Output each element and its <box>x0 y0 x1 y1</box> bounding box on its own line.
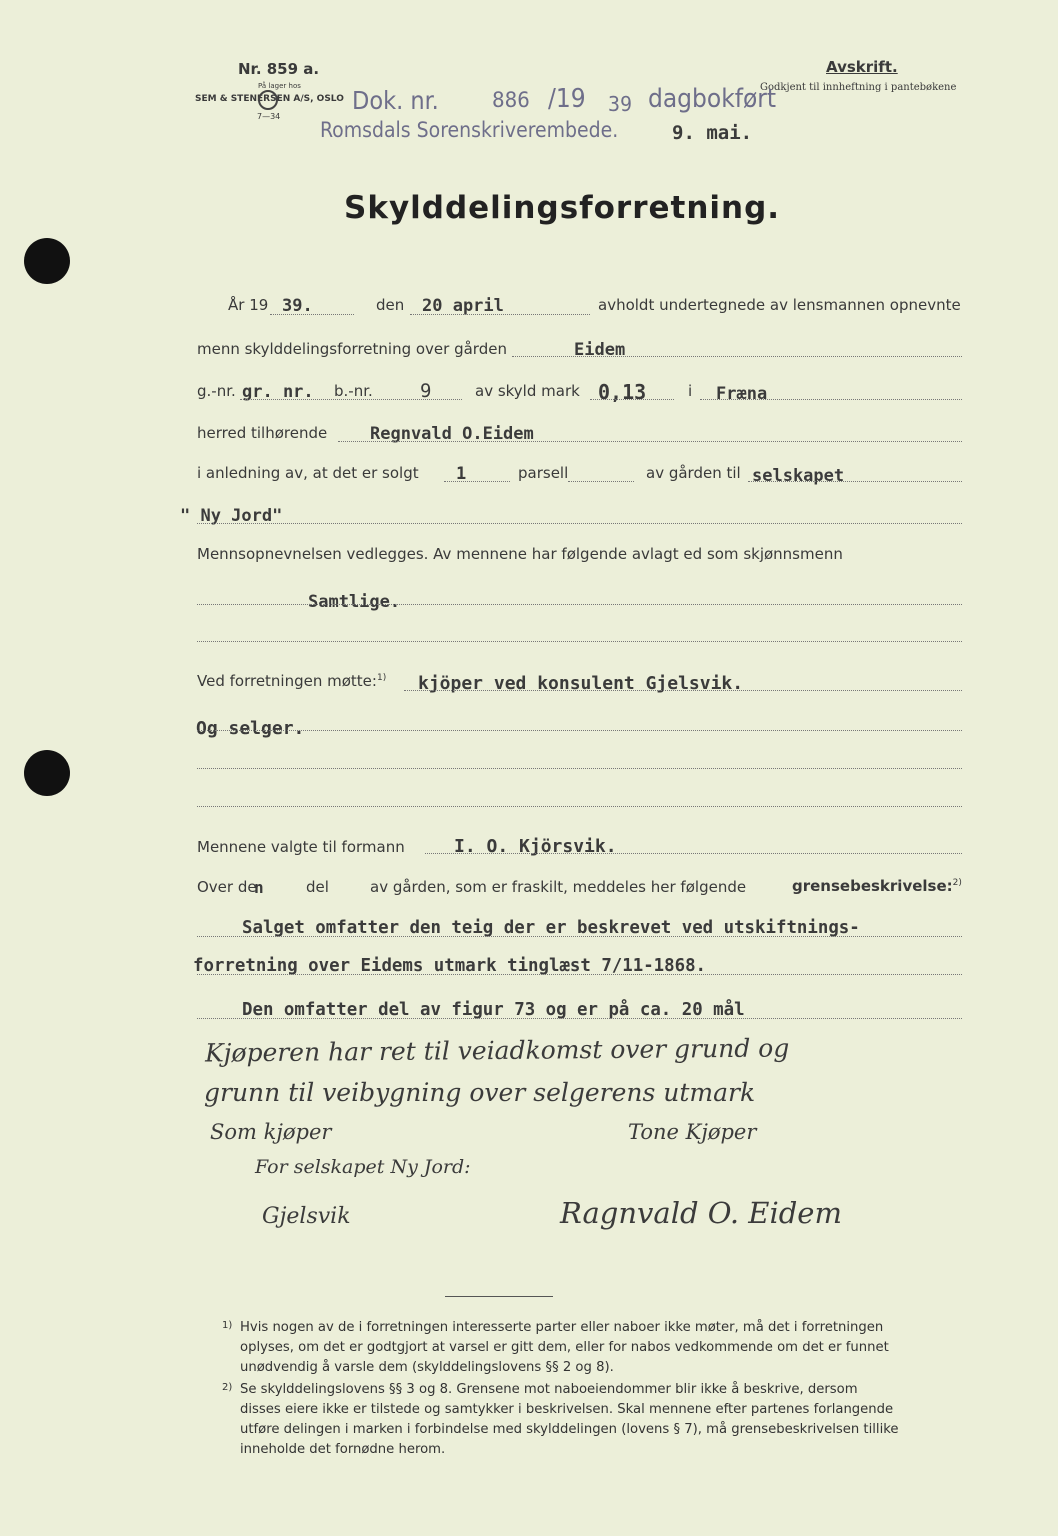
mote-line2 <box>197 730 962 731</box>
i-label: i <box>688 382 693 400</box>
signature-eidem: Ragnvald O. Eidem <box>560 1196 842 1230</box>
publisher-line1: På lager hos <box>258 82 301 90</box>
document-title: Skylddelingsforretning. <box>344 190 781 226</box>
handwritten-line4: Tone Kjøper <box>628 1120 757 1144</box>
grense-label <box>792 877 962 895</box>
skyld-line <box>590 399 674 400</box>
footnote2-line4: inneholde det fornødne herom. <box>240 1442 446 1457</box>
date-line <box>410 314 590 315</box>
mote-footnote-ref: 1) <box>376 673 387 683</box>
skjonn-line2 <box>197 641 962 642</box>
over-value: n <box>254 878 264 897</box>
grense-underline2 <box>197 974 962 975</box>
publisher-logo-icon <box>258 90 278 110</box>
avskrift-label: Avskrift. <box>826 58 898 76</box>
skyld-value: 0,13 <box>598 380 647 404</box>
menn-label: menn skylddelingsforretning over gården <box>197 340 507 358</box>
skyld-label: av skyld mark <box>475 382 580 400</box>
form-number: Nr. 859 a. <box>238 60 320 78</box>
mote-value2: Og selger. <box>196 718 305 739</box>
mote-line1 <box>404 690 962 691</box>
year-line <box>270 314 354 315</box>
grense-label-text: grensebeskrivelse: <box>792 877 953 895</box>
avholdt-text: avholdt undertegnede av lensmannen opnevnte <box>598 296 961 314</box>
bnr-line <box>240 399 462 400</box>
footnote2-line1: Se skylddelingslovens §§ 3 og 8. Grensene mot naboeiendommer blir ikke å beskrive, dersom <box>240 1382 858 1397</box>
buyer-line1 <box>748 481 962 482</box>
av-garden-label: av gården til <box>646 464 741 482</box>
buyer-value2: " Ny Jord" <box>180 506 283 526</box>
buyer-value1: selskapet <box>752 466 845 486</box>
mennsop-text: Mennsopnevnelsen vedlegges. Av mennene har følgende avlagt ed som skjønnsmenn <box>197 545 843 563</box>
punch-hole-bottom <box>24 750 70 796</box>
mote-label <box>197 672 386 690</box>
dagbokfort-label: dagbokført <box>648 84 777 114</box>
herred-value: Fræna <box>716 384 768 404</box>
date-value: 20 april <box>422 296 504 316</box>
dok-nr-label: Dok. nr. <box>352 86 439 115</box>
footnote2-line3: utføre delingen i marken i forbindelse med skylddelingen (lovens § 7), må grensebeskrivelsen tillike <box>240 1422 899 1437</box>
mote-line4 <box>197 806 962 807</box>
gnr-label: g.-nr. <box>197 382 236 400</box>
footnote2-mark: 2) <box>222 1382 233 1393</box>
over-label: Over de <box>197 878 257 896</box>
gard-value: Eidem <box>574 340 626 360</box>
fraskilt-label: av gården, som er fraskilt, meddeles her følgende <box>370 878 747 896</box>
grense-underline1 <box>197 936 962 937</box>
owner-line <box>338 441 962 442</box>
signature-gjelsvik: Gjelsvik <box>262 1204 351 1229</box>
grense-line1: Salget omfatter den teig der er beskrevet ved utskiftnings- <box>242 918 860 938</box>
dok-nr-value: 886 <box>492 88 530 112</box>
publisher-date: 7—34 <box>257 112 281 121</box>
grense-underline3 <box>197 1018 962 1019</box>
mote-value1: kjöper ved konsulent Gjelsvik. <box>418 673 744 694</box>
year-label: År 19 <box>228 296 269 314</box>
den-label: den <box>376 296 405 314</box>
del-label: del <box>306 878 329 896</box>
buyer-line2 <box>197 523 962 524</box>
parsell-label: parsell <box>518 464 569 482</box>
skjonn-value: Samtlige. <box>308 592 401 612</box>
owner-value: Regnvald O.Eidem <box>370 424 534 444</box>
mote-line3 <box>197 768 962 769</box>
footnote1-line1: Hvis nogen av de i forretningen interesserte parter eller naboer ikke møter, må det i forretningen <box>240 1320 884 1335</box>
handwritten-line2: grunn til veibygning over selgerens utmark <box>204 1078 756 1107</box>
grense-footnote-ref: 2) <box>952 878 962 888</box>
bnr-value: 9 <box>420 380 432 402</box>
herred-label: herred tilhørende <box>197 424 328 442</box>
year-prefix: /19 <box>548 84 586 114</box>
herred-line <box>700 399 962 400</box>
skjonn-line1 <box>197 604 962 605</box>
office-stamp: Romsdals Sorenskriverembede. <box>320 118 619 142</box>
mote-label-text: Ved forretningen møtte: <box>197 672 377 690</box>
year-suffix: 39 <box>608 92 633 116</box>
stamp-date: 9. mai. <box>672 122 753 144</box>
anledning-label: i anledning av, at det er solgt <box>197 464 419 482</box>
parsell-line <box>568 481 634 482</box>
bnr-label: b.-nr. <box>334 382 373 400</box>
footnote1-mark: 1) <box>222 1320 233 1331</box>
godkjent-label: Godkjent til innheftning i pantebøkene <box>760 82 957 93</box>
grense-line2: forretning over Eidems utmark tinglæst 7/11-1868. <box>193 956 707 976</box>
parsell-count-line <box>444 481 510 482</box>
grense-line3: Den omfatter del av figur 73 og er på ca. 20 mål <box>242 1000 745 1020</box>
footnote1-line3: unødvendig å varsle dem (skylddelingslovens §§ 2 og 8). <box>240 1360 614 1375</box>
formann-label: Mennene valgte til formann <box>197 838 405 856</box>
formann-line <box>425 853 962 854</box>
footnote2-line2: disses eiere ikke er tilstede og samtykker i beskrivelsen. Skal mennene efter partenes forlangende <box>240 1402 894 1417</box>
punch-hole-top <box>24 238 70 284</box>
year-value: 39. <box>282 296 313 316</box>
gard-line <box>512 356 962 357</box>
footnote-separator <box>445 1296 553 1297</box>
parsell-count: 1 <box>456 464 467 484</box>
handwritten-line1: Kjøperen har ret til veiadkomst over grund og <box>204 1033 790 1068</box>
handwritten-line3: Som kjøper <box>210 1120 332 1144</box>
handwritten-line5: For selskapet Ny Jord: <box>255 1156 471 1178</box>
publisher-line2: SEM & STENERSEN A/S, OSLO <box>195 94 344 104</box>
footnote1-line2: oplyses, om det er godtgjort at varsel er gitt dem, eller for nabos vedkommende om det er funnet <box>240 1340 889 1355</box>
gnr-value: gr. nr. <box>242 382 314 402</box>
formann-value: I. O. Kjörsvik. <box>454 836 617 857</box>
